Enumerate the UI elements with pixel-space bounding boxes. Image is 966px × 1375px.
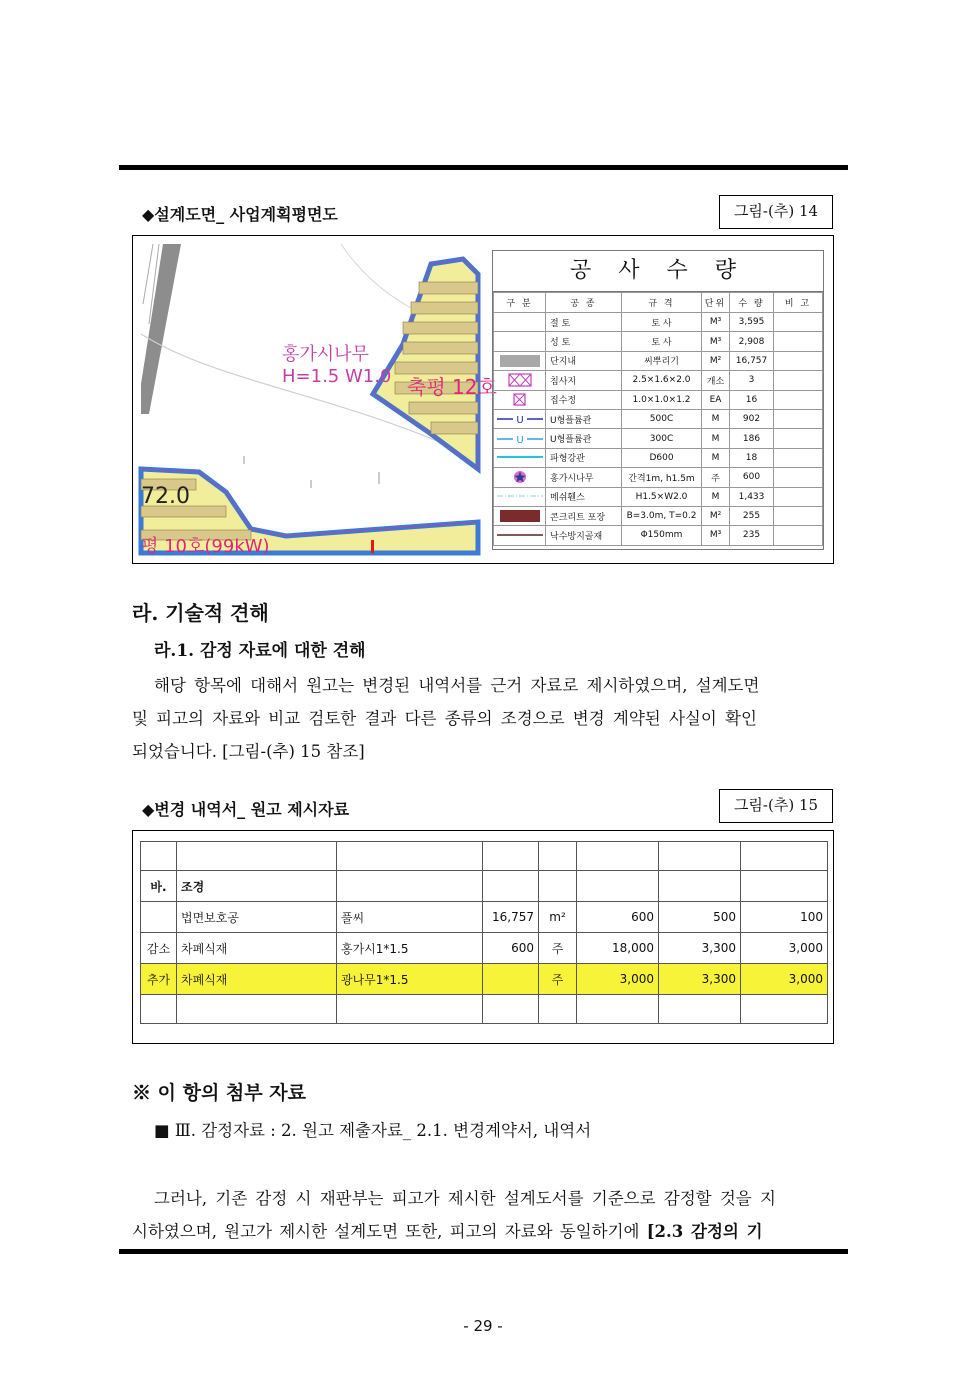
plan-tree-label: 홍가시나무 H=1.5 W1.0 [282,344,392,387]
quantity-name-cell: 집수정 [546,390,622,409]
quantity-note-cell [774,313,823,332]
legend-symbol-cell [494,332,546,351]
quantity-qty-cell: 16,757 [730,351,774,370]
quantity-name-cell: 침사지 [546,371,622,390]
para1-line2: 및 피고의 자료와 비교 검토한 결과 다른 종류의 조경으로 변경 계약된 사실이 확인 [132,709,757,728]
statement-cell: 18,000 [577,933,659,964]
table-row [141,995,828,1024]
quantity-spec-cell: H1.5×W2.0 [622,487,702,506]
quantity-unit-cell: M [702,409,730,428]
quantity-table-grid [493,292,823,546]
quantity-note-cell [774,332,823,351]
quantity-header-cell: 규 격 [622,293,702,313]
quantity-header-cell: 단위 [702,293,730,313]
quantity-note-cell [774,448,823,467]
attachment-heading: ※ 이 항의 첨부 자료 [132,1082,306,1104]
quantity-qty-cell: 1,433 [730,487,774,506]
quantity-table-title: 공 사 수 량 [493,251,823,292]
attachment-item: ■ Ⅲ. 감정자료 : 2. 원고 제출자료_ 2.1. 변경계약서, 내역서 [154,1121,592,1140]
highlighted-row [141,964,828,995]
legend-symbol-cell [494,526,546,545]
quantity-note-cell [774,409,823,428]
figure14-caption: ◆설계도면_ 사업계획평면도 [142,205,338,224]
quantity-name-cell: 파형강관 [546,448,622,467]
quantity-spec-cell: 토 사 [622,313,702,332]
u-line-light-icon [497,434,543,444]
quantity-header-row [494,293,823,313]
legend-symbol-cell [494,429,546,448]
table-row [494,429,823,448]
quantity-header-cell: 비 고 [774,293,823,313]
quantity-unit-cell: M³ [702,526,730,545]
legend-symbol-cell [494,371,546,390]
statement-cell: 홍가시1*1.5 [337,933,483,964]
table-row [494,332,823,351]
quantity-unit-cell: 개소 [702,371,730,390]
table-row [494,351,823,370]
dark-line-icon [497,530,543,540]
quantity-name-cell: 단지내 [546,351,622,370]
quantity-note-cell [774,487,823,506]
quantity-name-cell: 절 토 [546,313,622,332]
statement-cell: 600 [483,933,539,964]
statement-cell: 감소 [141,933,177,964]
quantity-unit-cell: 주 [702,468,730,487]
quantity-unit-cell: M² [702,351,730,370]
legend-symbol-cell [494,409,546,428]
legend-symbol-cell [494,313,546,332]
quantity-unit-cell: M [702,487,730,506]
quantity-unit-cell: M² [702,506,730,525]
table-row [494,390,823,409]
statement-cell: 주 [539,964,577,995]
statement-cell: 추가 [141,964,177,995]
quantity-qty-cell: 902 [730,409,774,428]
figure15-ref: 그림-(추) 15 [719,789,833,823]
table-row [494,313,823,332]
figure14-frame [132,235,834,564]
quantity-note-cell [774,390,823,409]
section-subheading: 라.1. 감정 자료에 대한 견해 [154,641,366,661]
quantity-spec-cell: 500C [622,409,702,428]
statement-cell: 3,300 [659,933,741,964]
statement-cell: 풀씨 [337,902,483,933]
quantity-qty-cell: 600 [730,468,774,487]
quantity-note-cell [774,429,823,448]
legend-symbol-cell [494,487,546,506]
para1-line1: 해당 항목에 대해서 원고는 변경된 내역서를 근거 자료로 제시하였으며, 설계도면 [154,676,760,695]
x-box-double-icon [508,376,532,386]
quantity-note-cell [774,468,823,487]
statement-cell [337,871,483,902]
closing-line2 [132,1218,763,1242]
star-icon [513,473,527,483]
figure15-frame [132,830,834,1044]
quantity-qty-cell: 255 [730,506,774,525]
legend-symbol-cell [494,351,546,370]
statement-cell: 16,757 [483,902,539,933]
quantity-qty-cell: 3 [730,371,774,390]
quantity-qty-cell: 3,595 [730,313,774,332]
statement-cell: 법면보호공 [177,902,337,933]
quantity-name-cell: 콘크리트 포장 [546,506,622,525]
statement-cell [741,871,828,902]
statement-cell: 600 [577,902,659,933]
statement-cell [577,871,659,902]
figure15-caption: ◆변경 내역서_ 원고 제시자료 [142,800,350,819]
closing-line1: 그러나, 기존 감정 시 재판부는 피고가 제시한 설계도서를 기준으로 감정할 것을 지 [154,1189,776,1208]
quantity-note-cell [774,506,823,525]
quantity-name-cell: U형플륨관 [546,409,622,428]
quantity-spec-cell: 씨뿌리기 [622,351,702,370]
quantity-note-cell [774,526,823,545]
quantity-name-cell: 성 토 [546,332,622,351]
quantity-spec-cell: Φ150mm [622,526,702,545]
statement-cell [539,871,577,902]
page-number: - 29 - [463,1317,503,1335]
quantity-qty-cell: 16 [730,390,774,409]
quantity-header-cell: 공 종 [546,293,622,313]
quantity-spec-cell: B=3.0m, T=0.2 [622,506,702,525]
table-row [494,506,823,525]
table-row [141,842,828,871]
closing-line2-bold: [2.3 감정의 기 [646,1222,763,1241]
table-row [141,933,828,964]
quantity-qty-cell: 235 [730,526,774,545]
quantity-spec-cell: 1.0×1.0×1.2 [622,390,702,409]
quantity-spec-cell: D600 [622,448,702,467]
statement-cell: 3,000 [741,964,828,995]
legend-symbol-cell [494,468,546,487]
statement-cell: m² [539,902,577,933]
quantity-spec-cell: 토 사 [622,332,702,351]
quantity-name-cell: 메쉬휀스 [546,487,622,506]
quantity-header-cell: 구 분 [494,293,546,313]
table-row [494,526,823,545]
statement-cell: 3,300 [659,964,741,995]
statement-cell: 주 [539,933,577,964]
section-heading: 라. 기술적 견해 [132,601,269,625]
quantity-header-cell: 수 량 [730,293,774,313]
quantity-unit-cell: M [702,448,730,467]
change-statement-table [140,841,828,1024]
table-row [494,409,823,428]
plan-elevation: 72.0 [141,484,190,509]
quantity-qty-cell: 2,908 [730,332,774,351]
x-box-icon [513,395,526,405]
table-row [494,468,823,487]
top-rule [119,165,848,170]
legend-symbol-cell [494,506,546,525]
quantity-spec-cell: 300C [622,429,702,448]
svg-text:U: U [515,415,524,427]
quantity-name-cell: 홍가시나무 [546,468,622,487]
para1-line3: 되었습니다. [그림-(추) 15 참조] [132,742,365,761]
figure14-ref: 그림-(추) 14 [719,195,833,229]
quantity-name-cell: 낙수방지골재 [546,526,622,545]
dot-line-icon [497,492,543,502]
legend-symbol-cell [494,448,546,467]
statement-cell: 3,000 [741,933,828,964]
bottom-rule [119,1249,848,1254]
statement-cell: 3,000 [577,964,659,995]
statement-cell: 500 [659,902,741,933]
closing-line2-normal: 시하였으며, 원고가 제시한 설계도면 또한, 피고의 자료와 동일하기에 [132,1222,647,1241]
quantity-unit-cell: M³ [702,332,730,351]
table-row [141,902,828,933]
plan-lot-label-a: 축평 12호 [407,375,497,399]
statement-cell: 차폐식재 [177,964,337,995]
quantity-note-cell [774,351,823,370]
cyan-line-icon [497,453,543,463]
brown-box-icon [500,512,540,522]
site-plan-drawing [141,244,497,557]
u-line-dark-icon [497,415,543,425]
quantity-name-cell: U형플륨관 [546,429,622,448]
table-row [141,871,828,902]
change-statement-grid [140,841,828,1024]
legend-symbol-cell [494,390,546,409]
quantity-note-cell [774,371,823,390]
quantity-unit-cell: M [702,429,730,448]
statement-cell [141,902,177,933]
quantity-spec-cell: 간격1m, h1.5m [622,468,702,487]
statement-cell: 조경 [177,871,337,902]
table-row [494,448,823,467]
statement-cell [483,964,539,995]
plan-lot-label-b: 평 10호(99kW) [141,536,270,557]
statement-cell [659,871,741,902]
statement-cell [483,871,539,902]
statement-cell: 바. [141,871,177,902]
table-row [494,371,823,390]
quantity-unit-cell: M³ [702,313,730,332]
statement-cell: 차폐식재 [177,933,337,964]
quantity-spec-cell: 2.5×1.6×2.0 [622,371,702,390]
quantity-qty-cell: 186 [730,429,774,448]
quantity-unit-cell: EA [702,390,730,409]
quantity-table [492,250,824,550]
statement-cell: 100 [741,902,828,933]
gray-box-icon [500,356,540,366]
road-strip [141,244,181,414]
statement-cell: 광나무1*1.5 [337,964,483,995]
quantity-qty-cell: 18 [730,448,774,467]
table-row [494,487,823,506]
svg-text:U: U [515,434,524,446]
